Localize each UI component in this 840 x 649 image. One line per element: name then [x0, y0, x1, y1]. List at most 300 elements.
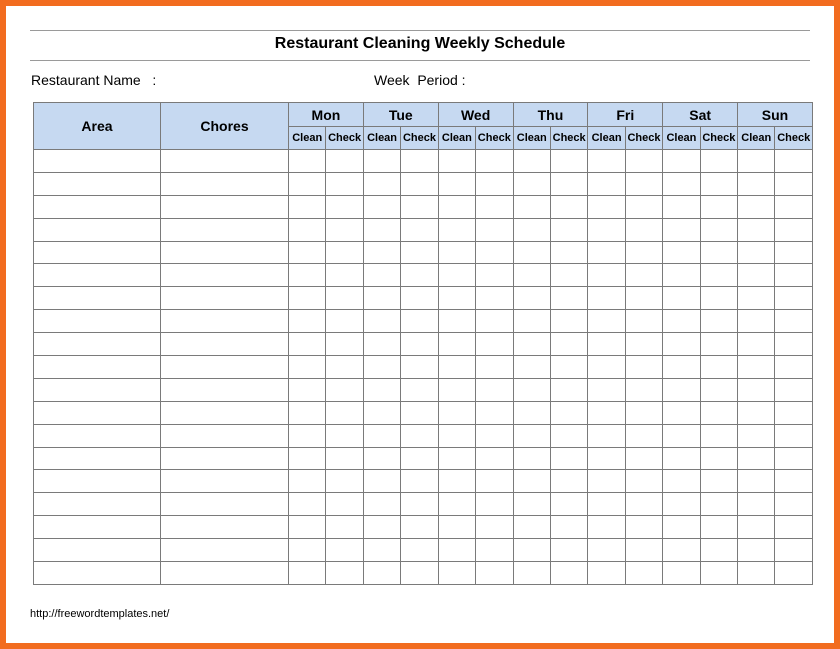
clean-cell[interactable] — [289, 401, 326, 424]
check-cell[interactable] — [401, 470, 438, 493]
chores-cell[interactable] — [161, 539, 289, 562]
check-cell[interactable] — [700, 562, 737, 585]
clean-cell[interactable] — [588, 333, 625, 356]
clean-cell[interactable] — [289, 310, 326, 333]
clean-cell[interactable] — [588, 195, 625, 218]
check-cell[interactable] — [401, 264, 438, 287]
chores-cell[interactable] — [161, 172, 289, 195]
clean-cell[interactable] — [738, 539, 775, 562]
clean-cell[interactable] — [588, 562, 625, 585]
check-cell[interactable] — [625, 356, 662, 379]
clean-cell[interactable] — [663, 218, 700, 241]
clean-cell[interactable] — [588, 264, 625, 287]
clean-cell[interactable] — [289, 424, 326, 447]
check-cell[interactable] — [326, 539, 363, 562]
clean-cell[interactable] — [513, 195, 550, 218]
check-cell[interactable] — [401, 150, 438, 173]
clean-cell[interactable] — [438, 195, 475, 218]
check-cell[interactable] — [401, 172, 438, 195]
clean-cell[interactable] — [663, 333, 700, 356]
check-cell[interactable] — [625, 539, 662, 562]
clean-cell[interactable] — [289, 218, 326, 241]
clean-cell[interactable] — [289, 333, 326, 356]
check-cell[interactable] — [401, 241, 438, 264]
area-cell[interactable] — [34, 333, 161, 356]
check-cell[interactable] — [326, 195, 363, 218]
check-cell[interactable] — [476, 470, 513, 493]
check-cell[interactable] — [700, 241, 737, 264]
check-cell[interactable] — [775, 356, 813, 379]
check-cell[interactable] — [401, 516, 438, 539]
clean-cell[interactable] — [513, 241, 550, 264]
check-cell[interactable] — [476, 378, 513, 401]
clean-cell[interactable] — [289, 195, 326, 218]
check-cell[interactable] — [476, 493, 513, 516]
clean-cell[interactable] — [663, 356, 700, 379]
chores-cell[interactable] — [161, 310, 289, 333]
check-cell[interactable] — [700, 424, 737, 447]
check-cell[interactable] — [775, 493, 813, 516]
clean-cell[interactable] — [438, 493, 475, 516]
clean-cell[interactable] — [738, 218, 775, 241]
clean-cell[interactable] — [738, 195, 775, 218]
clean-cell[interactable] — [438, 539, 475, 562]
check-cell[interactable] — [326, 516, 363, 539]
clean-cell[interactable] — [363, 356, 400, 379]
clean-cell[interactable] — [663, 516, 700, 539]
chores-cell[interactable] — [161, 150, 289, 173]
clean-cell[interactable] — [663, 401, 700, 424]
clean-cell[interactable] — [588, 310, 625, 333]
check-cell[interactable] — [625, 287, 662, 310]
check-cell[interactable] — [550, 493, 587, 516]
check-cell[interactable] — [326, 218, 363, 241]
clean-cell[interactable] — [588, 356, 625, 379]
check-cell[interactable] — [775, 195, 813, 218]
area-cell[interactable] — [34, 264, 161, 287]
clean-cell[interactable] — [363, 218, 400, 241]
check-cell[interactable] — [401, 310, 438, 333]
check-cell[interactable] — [550, 172, 587, 195]
check-cell[interactable] — [550, 378, 587, 401]
clean-cell[interactable] — [438, 150, 475, 173]
check-cell[interactable] — [550, 195, 587, 218]
check-cell[interactable] — [775, 287, 813, 310]
area-cell[interactable] — [34, 447, 161, 470]
clean-cell[interactable] — [289, 516, 326, 539]
check-cell[interactable] — [550, 310, 587, 333]
check-cell[interactable] — [476, 172, 513, 195]
clean-cell[interactable] — [588, 378, 625, 401]
check-cell[interactable] — [401, 356, 438, 379]
clean-cell[interactable] — [289, 264, 326, 287]
check-cell[interactable] — [401, 401, 438, 424]
clean-cell[interactable] — [289, 493, 326, 516]
check-cell[interactable] — [476, 264, 513, 287]
check-cell[interactable] — [326, 493, 363, 516]
chores-cell[interactable] — [161, 493, 289, 516]
clean-cell[interactable] — [513, 218, 550, 241]
clean-cell[interactable] — [663, 195, 700, 218]
check-cell[interactable] — [476, 333, 513, 356]
check-cell[interactable] — [775, 172, 813, 195]
check-cell[interactable] — [550, 241, 587, 264]
clean-cell[interactable] — [289, 172, 326, 195]
area-cell[interactable] — [34, 562, 161, 585]
check-cell[interactable] — [775, 516, 813, 539]
clean-cell[interactable] — [438, 356, 475, 379]
check-cell[interactable] — [326, 333, 363, 356]
clean-cell[interactable] — [663, 447, 700, 470]
check-cell[interactable] — [550, 447, 587, 470]
area-cell[interactable] — [34, 424, 161, 447]
clean-cell[interactable] — [363, 562, 400, 585]
clean-cell[interactable] — [588, 401, 625, 424]
clean-cell[interactable] — [513, 539, 550, 562]
check-cell[interactable] — [775, 470, 813, 493]
check-cell[interactable] — [775, 218, 813, 241]
clean-cell[interactable] — [513, 493, 550, 516]
check-cell[interactable] — [550, 333, 587, 356]
clean-cell[interactable] — [363, 493, 400, 516]
check-cell[interactable] — [625, 150, 662, 173]
clean-cell[interactable] — [663, 150, 700, 173]
check-cell[interactable] — [401, 562, 438, 585]
check-cell[interactable] — [550, 150, 587, 173]
chores-cell[interactable] — [161, 241, 289, 264]
clean-cell[interactable] — [513, 562, 550, 585]
check-cell[interactable] — [401, 378, 438, 401]
check-cell[interactable] — [326, 378, 363, 401]
check-cell[interactable] — [700, 218, 737, 241]
clean-cell[interactable] — [438, 172, 475, 195]
check-cell[interactable] — [700, 447, 737, 470]
clean-cell[interactable] — [289, 287, 326, 310]
clean-cell[interactable] — [513, 264, 550, 287]
check-cell[interactable] — [476, 516, 513, 539]
check-cell[interactable] — [401, 424, 438, 447]
check-cell[interactable] — [625, 424, 662, 447]
clean-cell[interactable] — [588, 424, 625, 447]
clean-cell[interactable] — [738, 241, 775, 264]
clean-cell[interactable] — [588, 172, 625, 195]
area-cell[interactable] — [34, 378, 161, 401]
chores-cell[interactable] — [161, 424, 289, 447]
area-cell[interactable] — [34, 218, 161, 241]
area-cell[interactable] — [34, 516, 161, 539]
clean-cell[interactable] — [588, 516, 625, 539]
check-cell[interactable] — [700, 516, 737, 539]
check-cell[interactable] — [625, 218, 662, 241]
check-cell[interactable] — [326, 470, 363, 493]
clean-cell[interactable] — [588, 241, 625, 264]
chores-cell[interactable] — [161, 470, 289, 493]
clean-cell[interactable] — [438, 218, 475, 241]
clean-cell[interactable] — [289, 539, 326, 562]
check-cell[interactable] — [401, 287, 438, 310]
check-cell[interactable] — [775, 150, 813, 173]
clean-cell[interactable] — [438, 401, 475, 424]
clean-cell[interactable] — [588, 287, 625, 310]
area-cell[interactable] — [34, 401, 161, 424]
clean-cell[interactable] — [363, 310, 400, 333]
chores-cell[interactable] — [161, 287, 289, 310]
check-cell[interactable] — [326, 150, 363, 173]
check-cell[interactable] — [476, 401, 513, 424]
clean-cell[interactable] — [588, 150, 625, 173]
clean-cell[interactable] — [513, 287, 550, 310]
area-cell[interactable] — [34, 356, 161, 379]
clean-cell[interactable] — [738, 447, 775, 470]
clean-cell[interactable] — [363, 241, 400, 264]
clean-cell[interactable] — [588, 447, 625, 470]
check-cell[interactable] — [326, 356, 363, 379]
clean-cell[interactable] — [738, 401, 775, 424]
check-cell[interactable] — [700, 264, 737, 287]
check-cell[interactable] — [625, 241, 662, 264]
clean-cell[interactable] — [513, 356, 550, 379]
clean-cell[interactable] — [663, 378, 700, 401]
chores-cell[interactable] — [161, 195, 289, 218]
check-cell[interactable] — [700, 378, 737, 401]
area-cell[interactable] — [34, 172, 161, 195]
check-cell[interactable] — [775, 310, 813, 333]
check-cell[interactable] — [401, 539, 438, 562]
clean-cell[interactable] — [438, 287, 475, 310]
clean-cell[interactable] — [438, 447, 475, 470]
check-cell[interactable] — [401, 195, 438, 218]
check-cell[interactable] — [326, 287, 363, 310]
clean-cell[interactable] — [363, 195, 400, 218]
check-cell[interactable] — [775, 424, 813, 447]
clean-cell[interactable] — [663, 539, 700, 562]
clean-cell[interactable] — [738, 333, 775, 356]
check-cell[interactable] — [700, 195, 737, 218]
check-cell[interactable] — [625, 493, 662, 516]
check-cell[interactable] — [700, 470, 737, 493]
check-cell[interactable] — [476, 539, 513, 562]
clean-cell[interactable] — [588, 539, 625, 562]
check-cell[interactable] — [326, 264, 363, 287]
check-cell[interactable] — [326, 241, 363, 264]
check-cell[interactable] — [476, 150, 513, 173]
clean-cell[interactable] — [289, 150, 326, 173]
area-cell[interactable] — [34, 493, 161, 516]
check-cell[interactable] — [326, 310, 363, 333]
clean-cell[interactable] — [363, 378, 400, 401]
clean-cell[interactable] — [663, 287, 700, 310]
check-cell[interactable] — [775, 333, 813, 356]
check-cell[interactable] — [700, 401, 737, 424]
chores-cell[interactable] — [161, 447, 289, 470]
area-cell[interactable] — [34, 195, 161, 218]
clean-cell[interactable] — [363, 470, 400, 493]
area-cell[interactable] — [34, 150, 161, 173]
check-cell[interactable] — [775, 562, 813, 585]
check-cell[interactable] — [625, 470, 662, 493]
check-cell[interactable] — [700, 539, 737, 562]
clean-cell[interactable] — [738, 310, 775, 333]
clean-cell[interactable] — [513, 447, 550, 470]
check-cell[interactable] — [326, 562, 363, 585]
clean-cell[interactable] — [289, 241, 326, 264]
clean-cell[interactable] — [738, 150, 775, 173]
check-cell[interactable] — [625, 333, 662, 356]
check-cell[interactable] — [476, 447, 513, 470]
clean-cell[interactable] — [663, 264, 700, 287]
check-cell[interactable] — [550, 516, 587, 539]
clean-cell[interactable] — [588, 493, 625, 516]
check-cell[interactable] — [625, 562, 662, 585]
clean-cell[interactable] — [738, 470, 775, 493]
clean-cell[interactable] — [438, 516, 475, 539]
clean-cell[interactable] — [438, 378, 475, 401]
check-cell[interactable] — [625, 264, 662, 287]
clean-cell[interactable] — [738, 356, 775, 379]
clean-cell[interactable] — [363, 516, 400, 539]
clean-cell[interactable] — [289, 470, 326, 493]
check-cell[interactable] — [401, 333, 438, 356]
check-cell[interactable] — [476, 287, 513, 310]
check-cell[interactable] — [550, 287, 587, 310]
chores-cell[interactable] — [161, 378, 289, 401]
check-cell[interactable] — [550, 424, 587, 447]
clean-cell[interactable] — [738, 287, 775, 310]
clean-cell[interactable] — [738, 378, 775, 401]
clean-cell[interactable] — [513, 470, 550, 493]
check-cell[interactable] — [700, 356, 737, 379]
clean-cell[interactable] — [363, 424, 400, 447]
chores-cell[interactable] — [161, 356, 289, 379]
clean-cell[interactable] — [289, 562, 326, 585]
check-cell[interactable] — [775, 264, 813, 287]
area-cell[interactable] — [34, 539, 161, 562]
check-cell[interactable] — [625, 172, 662, 195]
chores-cell[interactable] — [161, 516, 289, 539]
clean-cell[interactable] — [513, 333, 550, 356]
check-cell[interactable] — [775, 241, 813, 264]
check-cell[interactable] — [700, 150, 737, 173]
chores-cell[interactable] — [161, 218, 289, 241]
check-cell[interactable] — [700, 287, 737, 310]
clean-cell[interactable] — [363, 150, 400, 173]
clean-cell[interactable] — [363, 401, 400, 424]
chores-cell[interactable] — [161, 333, 289, 356]
check-cell[interactable] — [401, 218, 438, 241]
clean-cell[interactable] — [289, 356, 326, 379]
clean-cell[interactable] — [513, 378, 550, 401]
check-cell[interactable] — [625, 378, 662, 401]
clean-cell[interactable] — [588, 218, 625, 241]
check-cell[interactable] — [625, 310, 662, 333]
area-cell[interactable] — [34, 470, 161, 493]
check-cell[interactable] — [550, 562, 587, 585]
clean-cell[interactable] — [513, 401, 550, 424]
check-cell[interactable] — [625, 195, 662, 218]
clean-cell[interactable] — [363, 447, 400, 470]
check-cell[interactable] — [476, 424, 513, 447]
check-cell[interactable] — [550, 539, 587, 562]
check-cell[interactable] — [476, 241, 513, 264]
check-cell[interactable] — [401, 493, 438, 516]
check-cell[interactable] — [326, 447, 363, 470]
area-cell[interactable] — [34, 287, 161, 310]
clean-cell[interactable] — [738, 264, 775, 287]
clean-cell[interactable] — [438, 333, 475, 356]
clean-cell[interactable] — [513, 516, 550, 539]
clean-cell[interactable] — [738, 562, 775, 585]
check-cell[interactable] — [326, 424, 363, 447]
clean-cell[interactable] — [363, 539, 400, 562]
chores-cell[interactable] — [161, 562, 289, 585]
clean-cell[interactable] — [663, 562, 700, 585]
check-cell[interactable] — [550, 470, 587, 493]
check-cell[interactable] — [625, 447, 662, 470]
clean-cell[interactable] — [513, 424, 550, 447]
clean-cell[interactable] — [363, 172, 400, 195]
check-cell[interactable] — [476, 310, 513, 333]
area-cell[interactable] — [34, 310, 161, 333]
clean-cell[interactable] — [663, 470, 700, 493]
clean-cell[interactable] — [513, 150, 550, 173]
clean-cell[interactable] — [738, 516, 775, 539]
clean-cell[interactable] — [513, 310, 550, 333]
clean-cell[interactable] — [438, 310, 475, 333]
clean-cell[interactable] — [738, 493, 775, 516]
clean-cell[interactable] — [663, 172, 700, 195]
check-cell[interactable] — [326, 401, 363, 424]
chores-cell[interactable] — [161, 264, 289, 287]
check-cell[interactable] — [775, 401, 813, 424]
check-cell[interactable] — [476, 218, 513, 241]
check-cell[interactable] — [326, 172, 363, 195]
check-cell[interactable] — [625, 401, 662, 424]
check-cell[interactable] — [476, 356, 513, 379]
check-cell[interactable] — [700, 333, 737, 356]
check-cell[interactable] — [700, 172, 737, 195]
clean-cell[interactable] — [363, 333, 400, 356]
check-cell[interactable] — [550, 356, 587, 379]
area-cell[interactable] — [34, 241, 161, 264]
clean-cell[interactable] — [438, 470, 475, 493]
check-cell[interactable] — [700, 310, 737, 333]
check-cell[interactable] — [476, 195, 513, 218]
clean-cell[interactable] — [663, 493, 700, 516]
clean-cell[interactable] — [363, 287, 400, 310]
check-cell[interactable] — [401, 447, 438, 470]
check-cell[interactable] — [625, 516, 662, 539]
clean-cell[interactable] — [513, 172, 550, 195]
check-cell[interactable] — [700, 493, 737, 516]
check-cell[interactable] — [775, 447, 813, 470]
chores-cell[interactable] — [161, 401, 289, 424]
clean-cell[interactable] — [289, 378, 326, 401]
clean-cell[interactable] — [438, 562, 475, 585]
check-cell[interactable] — [775, 378, 813, 401]
clean-cell[interactable] — [738, 172, 775, 195]
check-cell[interactable] — [550, 218, 587, 241]
clean-cell[interactable] — [438, 264, 475, 287]
clean-cell[interactable] — [289, 447, 326, 470]
clean-cell[interactable] — [438, 241, 475, 264]
clean-cell[interactable] — [738, 424, 775, 447]
check-cell[interactable] — [550, 264, 587, 287]
clean-cell[interactable] — [438, 424, 475, 447]
clean-cell[interactable] — [663, 424, 700, 447]
check-cell[interactable] — [476, 562, 513, 585]
clean-cell[interactable] — [363, 264, 400, 287]
clean-cell[interactable] — [588, 470, 625, 493]
